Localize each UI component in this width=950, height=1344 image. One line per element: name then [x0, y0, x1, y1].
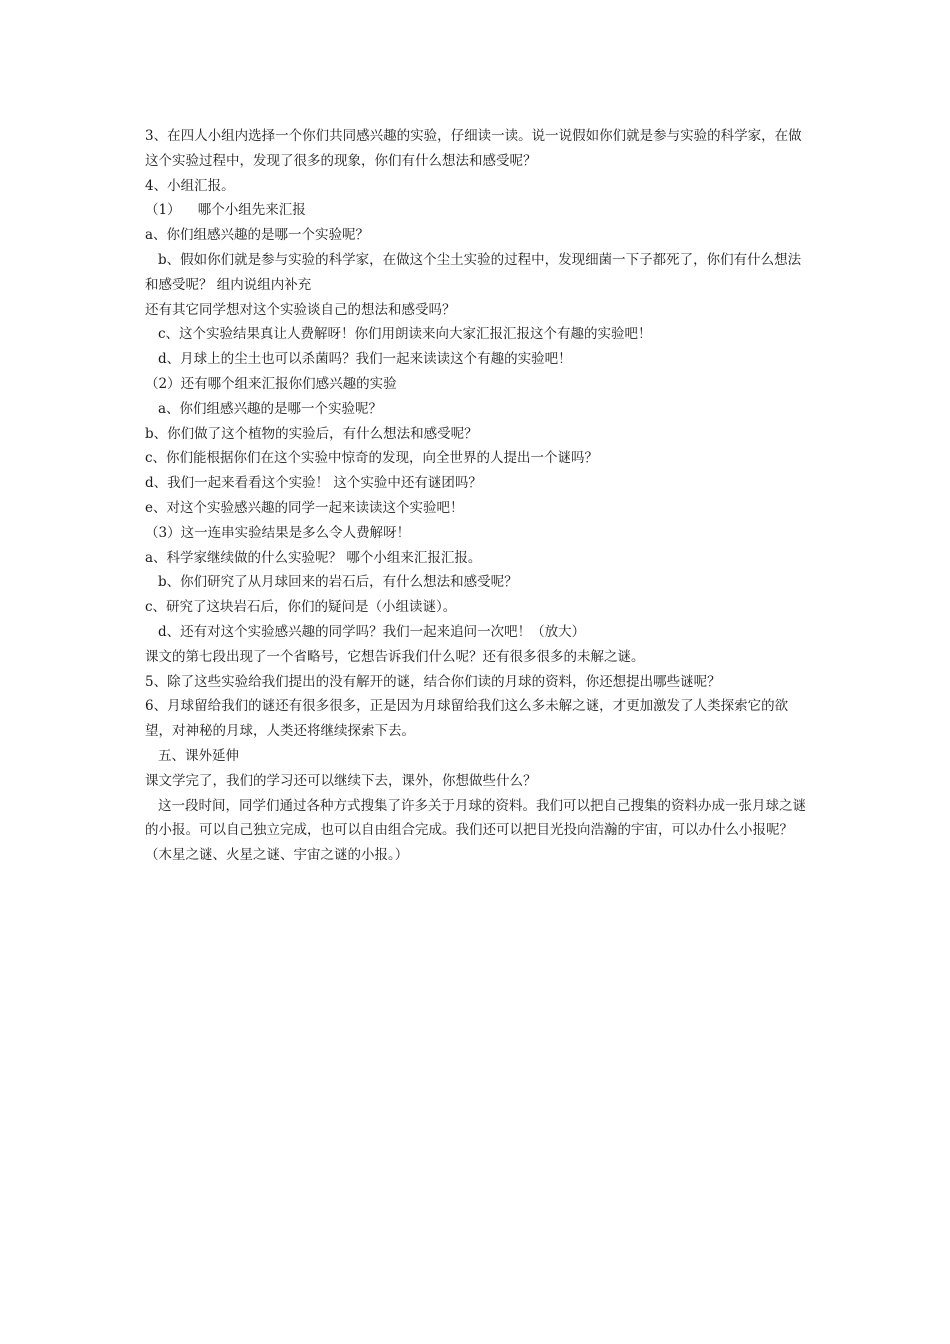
paragraph-15: （3）这一连串实验结果是多么令人费解呀！	[145, 524, 411, 541]
paragraph-20: 课文的第七段出现了一个省略号，它想告诉我们什么呢？还有很多很多的未解之谜。	[145, 648, 645, 665]
paragraph-19: d、还有对这个实验感兴趣的同学吗？我们一起来追问一次吧！（放大）	[158, 623, 586, 640]
paragraph-21: 5、除了这些实验给我们提出的没有解开的谜，结合你们读的月球的资料，你还想提出哪些谜呢？	[145, 673, 721, 690]
paragraph-10: a、你们组感兴趣的是哪一个实验呢？	[158, 400, 383, 417]
paragraph-9: （2）还有哪个组来汇报你们感兴趣的实验	[145, 375, 397, 392]
paragraph-12: c、你们能根据你们在这个实验中惊奇的发现，向全世界的人提出一个谜吗？	[145, 450, 599, 467]
paragraph-24: 课文学完了，我们的学习还可以继续下去，课外，你想做些什么？	[145, 772, 537, 789]
paragraph-17: b、你们研究了从月球回来的岩石后，有什么想法和感受呢？	[158, 574, 518, 591]
paragraph-2: 4、小组汇报。	[145, 177, 235, 194]
paragraph-18: c、研究了这块岩石后，你们的疑问是（小组读谜）。	[145, 599, 457, 616]
paragraph-16: a、科学家继续做的什么实验呢？ 哪个小组来汇报汇报。	[145, 549, 482, 566]
paragraph-13: d、我们一起来看看这个实验！ 这个实验中还有谜团吗？	[145, 475, 482, 492]
paragraph-4: a、你们组感兴趣的是哪一个实验呢？	[145, 227, 370, 244]
paragraph-25: 这一段时间，同学们通过各种方式搜集了许多关于月球的资料。我们可以把自己搜集的资料办成一张月球之谜的小报。可以自己独立完成，也可以自由组合完成。我们还可以把目光投向浩瀚的宇宙，可以办什么小报呢？（木星之谜、火星之谜、宇宙之谜的小报。）	[145, 797, 806, 864]
paragraph-7: c、这个实验结果真让人费解呀！你们用朗读来向大家汇报汇报这个有趣的实验吧！	[158, 326, 652, 343]
paragraph-14: e、对这个实验感兴趣的同学一起来读读这个实验吧！	[145, 499, 464, 516]
paragraph-3: （1） 哪个小组先来汇报	[145, 202, 306, 219]
paragraph-8: d、月球上的尘土也可以杀菌吗？我们一起来读读这个有趣的实验吧！	[158, 351, 572, 368]
paragraph-22: 6、月球留给我们的谜还有很多很多，正是因为月球留给我们这么多未解之谜，才更加激发了人类探索它的欲望，对神秘的月球，人类还将继续探索下去。	[145, 698, 789, 740]
document-body	[145, 124, 809, 868]
section-heading-extension: 五、课外延伸	[158, 747, 239, 764]
paragraph-11: b、你们做了这个植物的实验后，有什么想法和感受呢？	[145, 425, 478, 442]
paragraph-1: 3、在四人小组内选择一个你们共同感兴趣的实验，仔细读一读。说一说假如你们就是参与实验的科学家，在做这个实验过程中，发现了很多的现象，你们有什么想法和感受呢？	[145, 128, 802, 169]
paragraph-6: 还有其它同学想对这个实验谈自己的想法和感受吗？	[145, 301, 456, 318]
paragraph-5: b、假如你们就是参与实验的科学家，在做这个尘土实验的过程中，发现细菌一下子都死了，你们有什么想法和感受呢？ 组内说组内补充	[145, 251, 802, 293]
